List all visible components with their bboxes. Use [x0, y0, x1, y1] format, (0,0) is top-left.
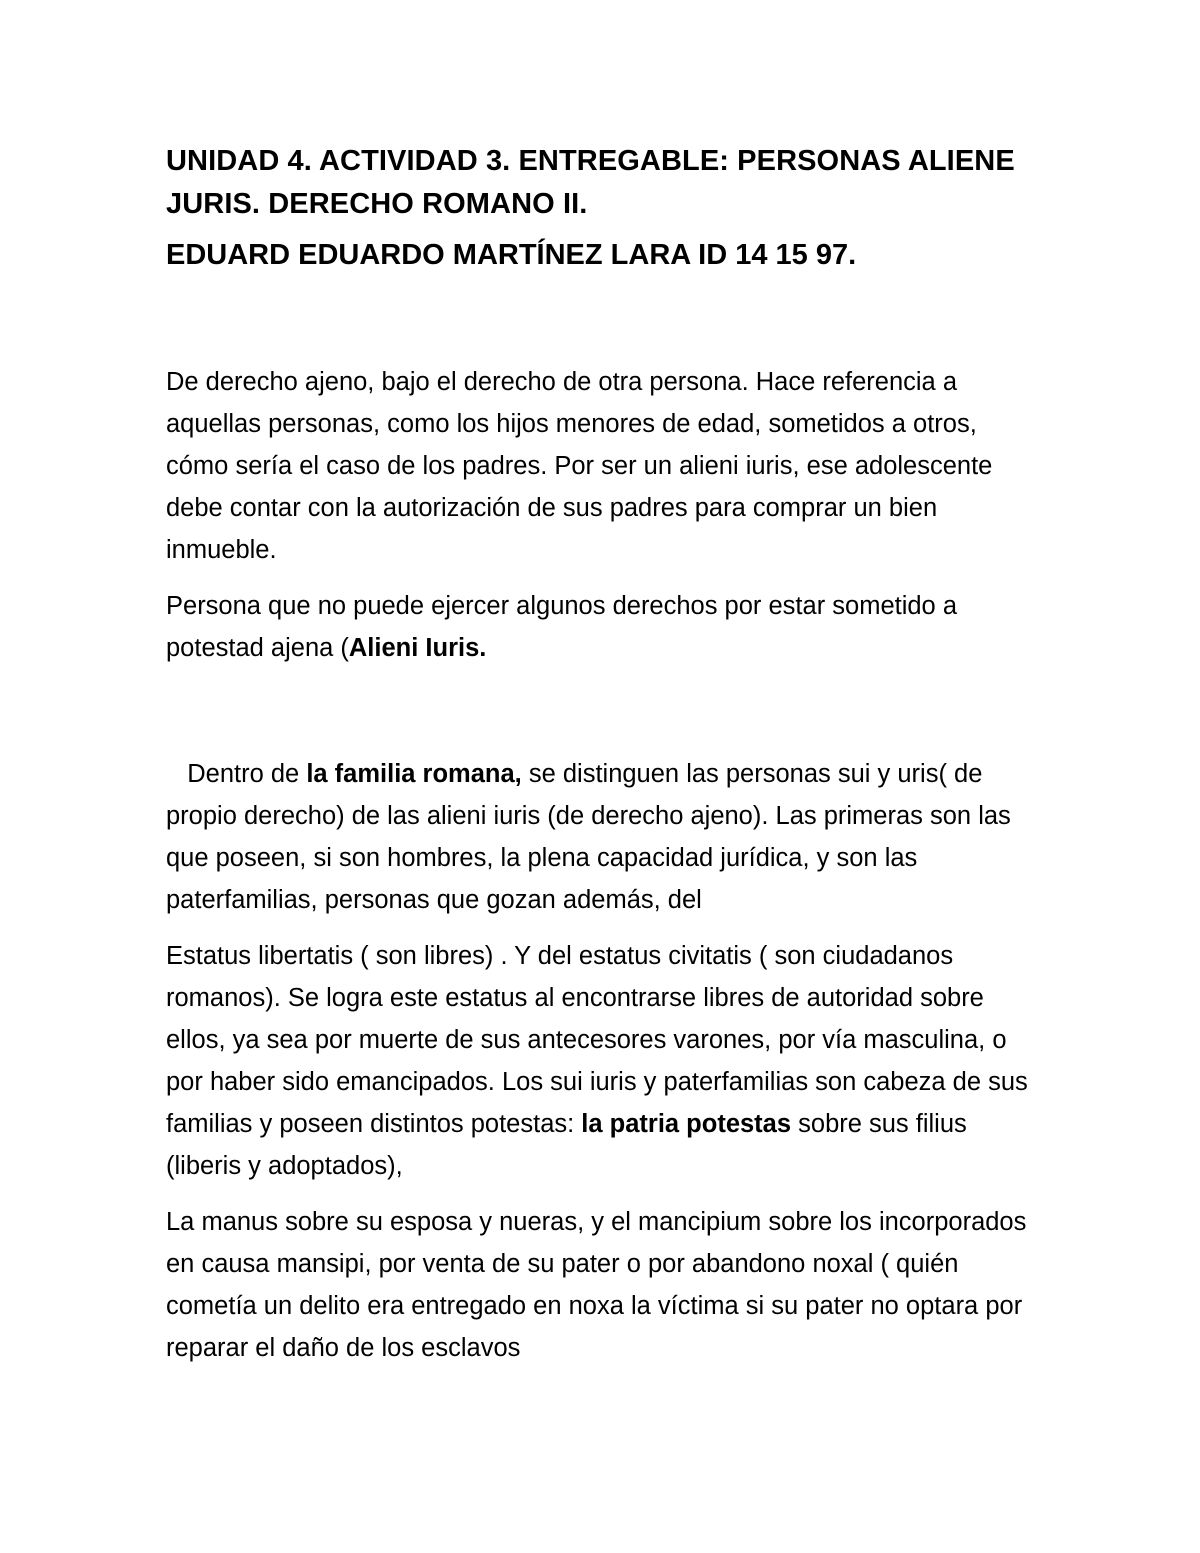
document-title: UNIDAD 4. ACTIVIDAD 3. ENTREGABLE: PERSONAS ALIENE JURIS. DERECHO ROMANO II.: [166, 145, 1015, 220]
paragraph-estatus-end: sobre sus filius (liberis y adoptados),: [166, 1110, 967, 1180]
paragraph-familia-intro: Dentro de: [166, 760, 307, 788]
document-body: [166, 140, 1046, 1369]
paragraph-estatus-bold: la patria potestas: [581, 1110, 792, 1138]
author-line: EDUARD EDUARDO MARTÍNEZ LARA ID 14 15 97.: [166, 239, 857, 271]
paragraph-persona-bold: Alieni Iuris.: [348, 634, 487, 662]
paragraph-estatus-text: Estatus libertatis ( son libres) . Y del estatus civitatis ( son ciudadanos romanos). Se logra este estatus al encontrarse libres de autoridad sobre ellos, ya sea por muerte de sus antecesores varones, por vía masculina, o por haber sido emancipados. Los sui iuris y paterfamilias son cabeza de sus familias y poseen distintos potestas:: [166, 942, 1028, 1138]
paragraph-persona: [166, 585, 1046, 669]
paragraph-definition: De derecho ajeno, bajo el derecho de otra persona. Hace referencia a aquellas personas, como los hijos menores de edad, sometidos a otros, cómo sería el caso de los padres. Por ser un alieni iuris, ese adolescente debe contar con la autorización de sus padres para comprar un bien inmueble.: [166, 368, 993, 564]
paragraph-familia-romana: [166, 753, 1046, 921]
paragraph-persona-text: Persona que no puede ejercer algunos derechos por estar sometido a potestad ajena (: [166, 592, 958, 662]
paragraph-estatus: [166, 935, 1046, 1187]
paragraph-familia-text: se distinguen las personas sui y uris( de propio derecho) de las alieni iuris (de derecho ajeno). Las primeras son las que poseen, si son hombres, la plena capacidad jurídica, y son las paterfamilias, personas que gozan además, del: [166, 760, 1011, 914]
paragraph-familia-bold: la familia romana,: [306, 760, 522, 788]
paragraph-manus: La manus sobre su esposa y nueras, y el mancipium sobre los incorporados en causa mansipi, por venta de su pater o por abandono noxal ( quién cometía un delito era entregado en noxa la víctima si su pater no optara por reparar el daño de los esclavos: [166, 1208, 1027, 1362]
